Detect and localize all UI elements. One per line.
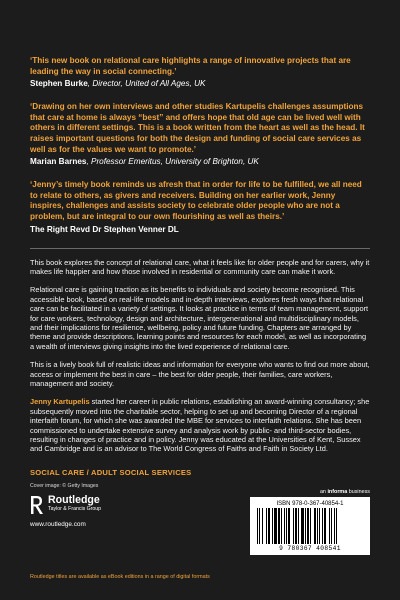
endorsement-quote-1 [30,56,370,89]
quote-author-affiliation: , Director, United of All Ages, UK [87,79,206,89]
barcode-bar [295,508,297,544]
isbn-label: ISBN 978-0-367-40854-1 [276,500,344,507]
barcode-icon [255,508,365,544]
imprint-suffix: business [347,488,370,495]
barcode-bar [334,508,335,544]
barcode-bar [288,508,290,544]
barcode-bar [314,508,316,544]
barcode-bar [262,508,263,544]
barcode-bar [301,508,304,544]
imprint-prefix: an [319,488,328,495]
barcode-bar [310,508,311,544]
barcode-bar [324,508,326,544]
quote-author-name: The Right Revd Dr Stephen Venner DL [30,224,179,234]
description-paragraph-3: This is a lively book full of realistic ideas and information for everyone who wants to find out more about, access or implement the best in care – the best for older people, their families, care workers, management and society. [30,360,370,388]
barcode-bar [298,508,299,544]
informa-imprint [250,489,370,495]
cover-image-credit: Cover image: © Getty Images [30,482,99,489]
publisher-website: www.routledge.com [30,520,86,528]
barcode-bar [259,508,260,544]
barcode-bar [319,508,320,544]
author-bio [30,397,370,453]
barcode-number: 9 780367 408541 [279,544,341,552]
publisher-block [30,495,170,528]
isbn-block [250,489,370,555]
barcode-bar [286,508,287,544]
cover-footer [30,488,370,555]
barcode-bar [268,508,270,544]
description-paragraph-1: This book explores the concept of relational care, what it feels like for older people and for carers, why it makes life happier and how those involved in residential or community care can make it work. [30,257,370,276]
publisher-name: Routledge [48,493,100,506]
barcode-panel [250,497,370,555]
quote-author-name: Stephen Burke [30,79,88,89]
barcode-bar [317,508,318,544]
imprint-brand: informa [327,488,348,495]
section-divider [30,248,370,249]
barcode-bar [307,508,309,544]
barcode-bar [336,508,337,544]
barcode-bar [266,508,267,544]
barcode-bar [293,508,294,544]
author-bio-text: started her career in public relations, establishing an award-winning consultancy; she subsequently moved into the charitable sector, helping to set up and becoming Director of a regional interfaith forum, for which she was awarded the MBE for services to interfaith relations. She has been commissioned to undertake extensive survey and analysis work by public- and third-sector bodies, resulting in changes of practice and in policy. Jenny was educated at the Universities of Kent, Sussex and Cambridge and is an advisor to The World Congress of Faiths and Faith in Society Ltd. [30,397,370,454]
quote-attribution [30,156,370,167]
quote-author-affiliation: , Professor Emeritus, University of Brighton, UK [86,157,259,167]
ebook-availability-note: Routledge titles are available as eBook editions in a range of digital formats [30,574,210,580]
publisher-wordmark [48,495,101,513]
barcode-bar [322,508,323,544]
barcode-bar [281,508,282,544]
quote-author-name: Marian Barnes [30,157,87,167]
barcode-bar [257,508,258,544]
barcode-bar [278,508,280,544]
barcode-bar [305,508,306,544]
barcode-bar [284,508,285,544]
quote-text: ‘Drawing on her own interviews and other studies Kartupelis challenges assumptions that care at home is always “best” and offers hope that old age can be lived well with others in different settings. This is a book written from the heart as well as the head. It raises important questions for both the design and funding of social care services as well as for the values we want to promote.’ [30,102,365,154]
barcode-bar [331,508,332,544]
publisher-logo [30,495,170,515]
quote-attribution [30,224,370,235]
quote-attribution [30,78,370,89]
quote-text: ‘Jenny’s timely book reminds us afresh that in order for life to be fulfilled, we all need to relate to others, as givers and receivers. Building on her earlier work, Jenny inspires, challenges and assists society to celebrate older people who are not a problem, but are integral to our own flourishing as well as theirs.’ [30,180,362,221]
routledge-r-icon [30,495,44,515]
barcode-bar [272,508,273,544]
publisher-subtitle: Taylor & Francis Group [48,505,102,512]
barcode-bar [329,508,330,544]
quote-text: ‘This new book on relational care highlights a range of innovative projects that are leading the way in social connecting.’ [30,56,351,76]
author-name: Jenny Kartupelis [30,397,90,407]
barcode-bar [274,508,277,544]
subject-category: SOCIAL CARE / ADULT SOCIAL SERVICES [30,467,192,477]
description-paragraph-2: Relational care is gaining traction as its benefits to individuals and society become recognised. This accessible book, based on real-life models and in-depth interviews, explores fresh ways that relational care can be facilitated in a variety of settings. It looks at practice in terms of team management, support for care workers, technology, design and architecture, intergenerational and multidisciplinary models, and their implications for resilience, wellbeing, policy and future funding. Chapters are arranged by theme and provide descriptions, learning points and resources for each model, as well as incorporating a wealth of interviews giving insights into the lived experience of relational care. [30,285,369,351]
endorsement-quote-2 [30,102,370,167]
endorsement-quote-3 [30,180,370,234]
